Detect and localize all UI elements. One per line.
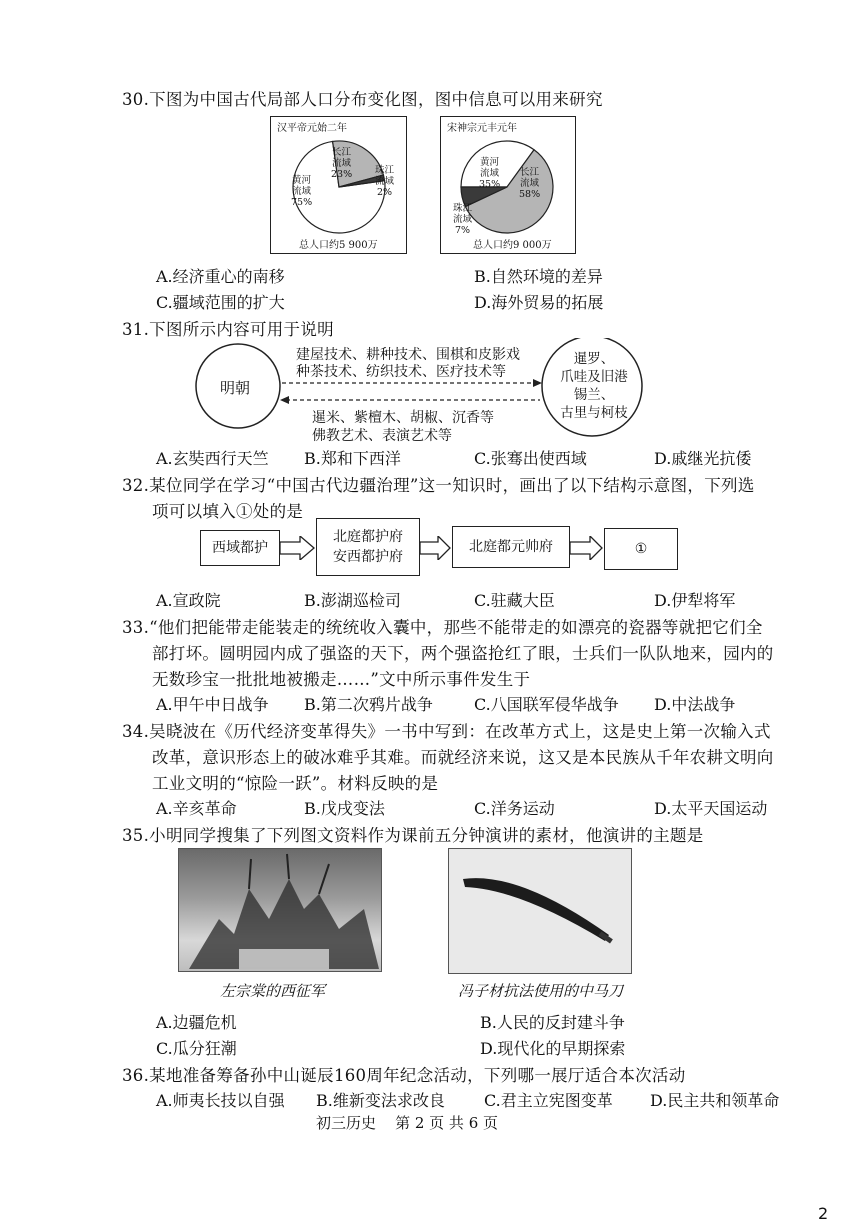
pie-chart-right (440, 116, 576, 254)
q31-ming-label: 明朝 (220, 379, 251, 397)
q32-arrows (278, 536, 608, 560)
q33-stem-line3: 无数珍宝一批批地被搬走……”文中所示事件发生于 (152, 670, 531, 689)
pie-left-total: 总人口约5 900万 (299, 240, 378, 251)
q31-option-b[interactable]: B.郑和下西洋 (304, 449, 401, 468)
q32-stem-line1: 32.某位同学在学习“中国古代边疆治理”这一知识时，画出了以下结构示意图，下列选 (122, 476, 755, 495)
q31-option-d[interactable]: D.戚继光抗倭 (654, 449, 752, 468)
q36-option-d[interactable]: D.民主共和领革命 (650, 1091, 780, 1110)
q31-countries-label: 暹罗、 爪哇及旧港 锡兰、 古里与柯枝 (560, 351, 628, 421)
q31-export-line2: 种茶技术、纺织技术、医疗技术等 (296, 364, 506, 380)
q34-option-b[interactable]: B.戊戌变法 (304, 799, 385, 818)
q30-option-c[interactable]: C.疆域范围的扩大 (156, 293, 285, 312)
q35-stem: 35.小明同学搜集了下列图文资料作为课前五分钟演讲的素材，他演讲的主题是 (122, 826, 704, 845)
q33-option-a[interactable]: A.甲午中日战争 (156, 695, 269, 714)
q30-option-b[interactable]: B.自然环境的差异 (474, 267, 603, 286)
pie-left-year: 汉平帝元始二年 (277, 123, 347, 134)
sabre-icon (449, 849, 631, 973)
pie-right-year: 宋神宗元丰元年 (447, 123, 517, 134)
pie-right-yangtze-label: 长江 流域 58% (519, 167, 541, 200)
caption-sabre: 冯子材抗法使用的中马刀 (458, 982, 624, 1000)
q35-option-c[interactable]: C.瓜分狂潮 (156, 1039, 237, 1058)
q31-import-line2: 佛教艺术、表演艺术等 (312, 428, 452, 444)
q32-option-a[interactable]: A.宣政院 (156, 591, 221, 610)
pie-right-yellow-label: 黄河 流域 35% (479, 157, 501, 190)
q33-option-d[interactable]: D.中法战争 (654, 695, 736, 714)
q32-option-b[interactable]: B.澎湖巡检司 (304, 591, 401, 610)
caption-west-expedition: 左宗棠的西征军 (220, 982, 326, 1000)
q36-stem: 36.某地准备筹备孙中山诞辰160周年纪念活动，下列哪一展厅适合本次活动 (122, 1066, 686, 1085)
q32-box-duhufu: 北庭都护府 安西都护府 (316, 518, 420, 576)
west-expedition-figures-icon (179, 849, 381, 971)
q36-option-b[interactable]: B.维新变法求改良 (316, 1091, 445, 1110)
q32-option-d[interactable]: D.伊犁将军 (654, 591, 736, 610)
q36-option-c[interactable]: C.君主立宪图变革 (484, 1091, 613, 1110)
q31-option-a[interactable]: A.玄奘西行天竺 (156, 449, 269, 468)
q36-option-a[interactable]: A.师夷长技以自强 (156, 1091, 285, 1110)
q30-option-a[interactable]: A.经济重心的南移 (156, 267, 285, 286)
pie-right-total: 总人口约9 000万 (473, 240, 552, 251)
q31-stem: 31.下图所示内容可用于说明 (122, 320, 334, 339)
west-expedition-photo (178, 848, 382, 972)
q33-option-c[interactable]: C.八国联军侵华战争 (474, 695, 619, 714)
q32-box-yuanshuaifu: 北庭都元帅府 (452, 526, 570, 568)
q35-option-b[interactable]: B.人民的反封建斗争 (480, 1013, 625, 1032)
q34-option-d[interactable]: D.太平天国运动 (654, 799, 768, 818)
q34-option-c[interactable]: C.洋务运动 (474, 799, 555, 818)
pie-left-yangtze-label: 长江 流域 23% (331, 147, 353, 180)
q30-stem: 30.下图为中国古代局部人口分布变化图，图中信息可以用来研究 (122, 90, 603, 109)
q31-export-line1: 建屋技术、耕种技术、围棋和皮影戏 (296, 347, 520, 363)
q33-option-b[interactable]: B.第二次鸦片战争 (304, 695, 433, 714)
sabre-photo (448, 848, 632, 974)
q32-box-xiyu: 西域都护 (200, 530, 280, 566)
q30-option-d[interactable]: D.海外贸易的拓展 (474, 293, 604, 312)
q31-import-line1: 暹米、紫檀木、胡椒、沉香等 (312, 410, 494, 426)
q32-stem-line2: 项可以填入①处的是 (152, 502, 304, 521)
q31-option-c[interactable]: C.张骞出使西域 (474, 449, 587, 468)
q32-option-c[interactable]: C.驻藏大臣 (474, 591, 555, 610)
q33-stem-line1: 33.“他们把能带走能装走的统统收入囊中，那些不能带走的如漂亮的瓷器等就把它们全 (122, 618, 763, 637)
pie-chart-left (270, 116, 407, 254)
q34-stem-line2: 改革，意识形态上的破冰难乎其难。而就经济来说，这又是本民族从千年农耕文明向 (152, 748, 774, 767)
q32-box-blank: ① (604, 528, 678, 570)
q34-option-a[interactable]: A.辛亥革命 (156, 799, 237, 818)
pie-right-pearl-label: 珠江 流域 7% (453, 203, 473, 236)
q34-stem-line1: 34.吴晓波在《历代经济变革得失》一书中写到：在改革方式上，这是史上第一次输入式 (122, 722, 771, 741)
page-footer: 初三历史 第 2 页 共 6 页 (316, 1114, 499, 1132)
q35-option-a[interactable]: A.边疆危机 (156, 1013, 237, 1032)
q33-stem-line2: 部打坏。圆明园内成了强盗的天下，两个强盗抢红了眼，士兵们一队队地来，园内的 (152, 644, 774, 663)
pie-left-pearl-label: 珠江 流域 2% (375, 165, 395, 198)
page-number: 2 (818, 1204, 829, 1223)
pie-left-yellow-label: 黄河 流域 75% (291, 175, 313, 208)
q35-option-d[interactable]: D.现代化的早期探索 (480, 1039, 626, 1058)
q34-stem-line3: 工业文明的“惊险一跃”。材料反映的是 (152, 774, 439, 793)
